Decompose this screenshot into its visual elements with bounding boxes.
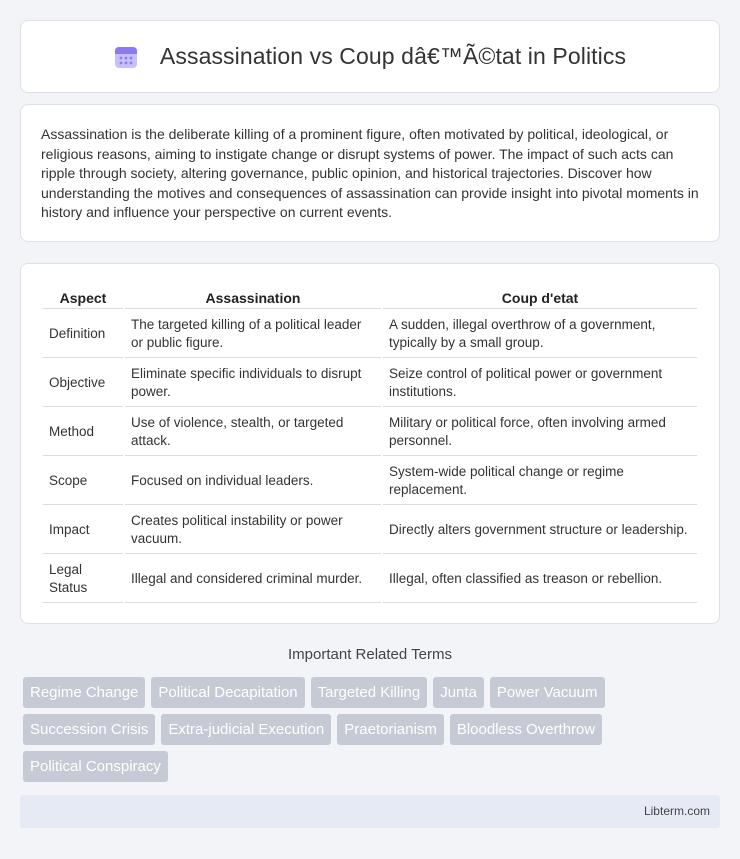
table-header-row: [43, 286, 697, 309]
row-coup: Directly alters government structure or leadership.: [383, 507, 697, 554]
related-term-tag[interactable]: Bloodless Overthrow: [450, 714, 602, 745]
row-coup: Illegal, often classified as treason or rebellion.: [383, 556, 697, 603]
related-term-tag[interactable]: Junta: [433, 677, 484, 708]
related-term-tag[interactable]: Praetorianism: [337, 714, 444, 745]
row-aspect: Scope: [43, 458, 123, 505]
related-term-tag[interactable]: Succession Crisis: [23, 714, 155, 745]
intro-card: [20, 104, 720, 242]
table-row: [43, 311, 697, 358]
related-terms-title: Important Related Terms: [288, 646, 452, 663]
page-title: Assassination vs Coup dâ€™Ã©tat in Politics: [159, 43, 627, 69]
related-term-tag[interactable]: Regime Change: [23, 677, 145, 708]
header-aspect: Aspect: [43, 286, 123, 309]
row-coup: Military or political force, often involving armed personnel.: [383, 409, 697, 456]
table-row: [43, 556, 697, 603]
table-row: [43, 409, 697, 456]
row-aspect: Impact: [43, 507, 123, 554]
comparison-card: [20, 263, 720, 624]
related-term-tag[interactable]: Power Vacuum: [490, 677, 605, 708]
related-term-tag[interactable]: Political Decapitation: [151, 677, 304, 708]
table-row: [43, 360, 697, 407]
row-assassination: Eliminate specific individuals to disrupt power.: [125, 360, 381, 407]
row-aspect: Legal Status: [43, 556, 123, 603]
calendar-grid-icon: [114, 45, 138, 69]
table-row: [43, 458, 697, 505]
related-term-tag[interactable]: Targeted Killing: [311, 677, 428, 708]
row-assassination: Use of violence, stealth, or targeted attack.: [125, 409, 381, 456]
row-coup: System-wide political change or regime replacement.: [383, 458, 697, 505]
row-assassination: Creates political instability or power vacuum.: [125, 507, 381, 554]
footer: [20, 795, 720, 828]
row-coup: A sudden, illegal overthrow of a government, typically by a small group.: [383, 311, 697, 358]
row-aspect: Definition: [43, 311, 123, 358]
footer-brand-link[interactable]: Libterm.com: [643, 804, 710, 818]
header-coup: Coup d'etat: [383, 286, 697, 309]
row-aspect: Objective: [43, 360, 123, 407]
row-assassination: Focused on individual leaders.: [125, 458, 381, 505]
row-assassination: Illegal and considered criminal murder.: [125, 556, 381, 603]
row-assassination: The targeted killing of a political leader or public figure.: [125, 311, 381, 358]
header-assassination: Assassination: [125, 286, 381, 309]
intro-text: Assassination is the deliberate killing of a prominent figure, often motivated by political, ideological, or religious reasons, aiming to instigate change or disrupt systems of power. The impact of such acts can ripple through society, altering governance, public opinion, and historical trajectories. Discover how understanding the motives and consequences of assassination can provide insight into pivotal moments in history and influence your perspective on current events.: [41, 126, 699, 220]
related-term-tag[interactable]: Extra-judicial Execution: [161, 714, 331, 745]
row-coup: Seize control of political power or government institutions.: [383, 360, 697, 407]
table-row: [43, 507, 697, 554]
header-card: [20, 20, 720, 93]
related-term-tag[interactable]: Political Conspiracy: [23, 751, 168, 782]
related-terms-list: [23, 677, 723, 788]
comparison-table: [41, 284, 699, 605]
row-aspect: Method: [43, 409, 123, 456]
